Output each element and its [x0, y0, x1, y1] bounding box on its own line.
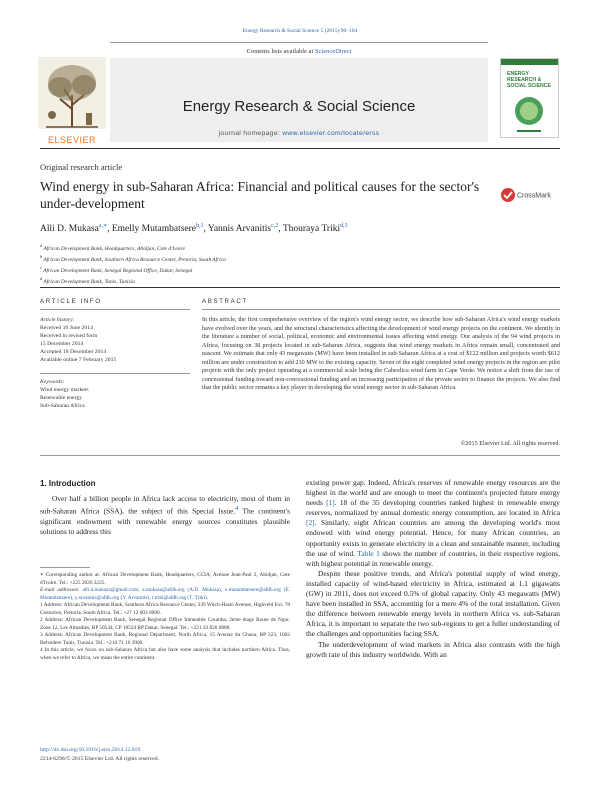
article-type: Original research article: [40, 162, 123, 172]
author-name[interactable]: Alli D. Mukasa: [40, 224, 99, 235]
author-separator: ,: [203, 224, 208, 235]
affiliation-text: African Development Bank, Tunis, Tunisia: [43, 279, 135, 286]
history-entry: 15 December 2014: [40, 341, 84, 347]
table-link[interactable]: Table 1: [357, 548, 380, 558]
cover-title-line-3: SOCIAL SCIENCE: [507, 83, 552, 89]
emails-label: E-mail addresses:: [40, 587, 83, 594]
article-info-rule: [40, 309, 190, 310]
journal-title: Energy Research & Social Science: [182, 98, 416, 115]
author-list: [40, 222, 560, 234]
issn-copyright: 2214-6296/© 2015 Elsevier Ltd. All rights reserved.: [40, 756, 159, 762]
footnote-ref[interactable]: 4: [235, 506, 239, 513]
affiliation-text: African Development Bank, Headquarters, Abidjan, Cote d'Ivoire: [43, 245, 185, 252]
affiliation-mark: a: [40, 243, 43, 248]
author-name[interactable]: Yannis Arvanitis: [207, 224, 272, 235]
keywords-label: Keywords:: [40, 379, 65, 385]
footnote: 1 Address: African Development Bank, Southern Africa Resource Center, 339 Witch-Hazel Avenue, Highveld Ext. 78 Centurion, Pretoria, South Africa. Tel.: +27 12 003 6900.: [40, 602, 290, 616]
journal-homepage: [110, 130, 488, 137]
homepage-link[interactable]: www.elsevier.com/locate/erss: [282, 130, 380, 137]
abstract-rule: [202, 309, 560, 310]
affiliation-mark: b: [40, 254, 43, 260]
abstract-bottom-rule: [40, 455, 560, 456]
author-name[interactable]: Emelly Mutambatsere: [111, 224, 196, 235]
author-name[interactable]: Thouraya Triki: [282, 224, 341, 235]
header-bottom-rule: [40, 287, 560, 288]
crossmark-icon: [501, 188, 515, 202]
keyword: Wind energy markets: [40, 387, 89, 393]
body-right-column: [306, 478, 560, 660]
citation-link[interactable]: [1]: [326, 498, 335, 508]
author-separator: ,: [278, 224, 283, 235]
footnote: 2 Address: African Development Bank, Senegal Regional Office Immeuble Coumba, 2eme étage Route de Ngor, Zone 12, Les Almadies, BP 50544, CP 18524 RP Dakar, Senegal. Tel.: +221 33 820 0888.: [40, 617, 290, 631]
body-left-column: [40, 494, 290, 537]
abstract-heading: ABSTRACT: [202, 298, 248, 305]
author-affiliation-mark[interactable]: a,∗: [98, 223, 108, 229]
keyword: Sub-Saharan Africa: [40, 403, 85, 409]
affiliation: [40, 242, 540, 253]
journal-cover[interactable]: [500, 58, 559, 138]
citation-link[interactable]: [2]: [306, 518, 315, 528]
body-text: The continent's significant endowment with renewable energy sources constitutes plausible solutions to address this: [40, 506, 290, 536]
history-entry: Received 16 June 2014: [40, 325, 93, 331]
abstract-copyright: ©2015 Elsevier Ltd. All rights reserved.: [460, 440, 560, 447]
body-text: . Similarly, eight African countries are among the developing world's most endowed with wind energy potential. Hence, for many African countries, an opportunity exists to generate electricity in a clean and sustainable manner, including the use of wind.: [306, 518, 560, 558]
author-affiliation-mark[interactable]: c,2: [271, 223, 279, 229]
keywords: [40, 378, 190, 410]
footnote: 3 Address: African Development Bank, Regional Department, North Africa, 15 Avenue du Ghana, BP 323, 1002 Belvedere Tunis, Tunisia. Tel.: +216 71 10 3900.: [40, 632, 290, 646]
banner-top-rule: [110, 42, 488, 43]
body-text: Over half a billion people in Africa lack access to electricity, most of them in sub-Saharan Africa (SSA), the subject of this Special Issue.: [40, 494, 290, 516]
body-paragraph: The underdevelopment of wind markets in Africa also contrasts with the high growth rate of this industry worldwide. With an: [306, 639, 560, 659]
affiliation-mark: d: [40, 276, 43, 282]
footnote-separator: [40, 567, 90, 568]
email-links[interactable]: alli.d.mukasa@gmail.com, a.mukasa@afdb.org (A.D. Mukasa), e.mutambatsere@afdb.org (E. Mutambatsere), y.arvanitis@afdb.org (Y. Arvanitis), t.triki@afdb.org (T. Triki).: [40, 587, 291, 601]
keywords-rule: [40, 373, 190, 374]
affiliation-text: African Development Bank, Southern Africa Resource Center, Pretoria, South Africa: [43, 256, 226, 263]
body-text: shows the number of countries, in their respective regions, with highest potential in renewable energy.: [306, 548, 560, 568]
body-text: existing power gap. Indeed, Africa's reserves of renewable energy resources are the highest in the world and are enough to meet the continent's projected future energy needs: [306, 478, 560, 508]
history-entry: Received in revised form: [40, 333, 98, 339]
body-paragraph: [40, 494, 290, 537]
crossmark-label: CrossMark: [517, 192, 551, 200]
elsevier-wordmark: ELSEVIER: [47, 135, 97, 145]
body-paragraph: Despite these positive trends, and Africa's potential supply of wind energy, installed capacity of wind-based electricity in Africa, estimated at 1.1 gigawatts (GW) in 2011, does not exceed 0.5% of global capacity. Only 43 megawatts (MW) have been installed in SSA, accounting for a mere 4% of the total installation. Given the difference between renewable energy levels in northern Africa vs. sub-Saharan Africa, it is important to separate the two sub-regions to get a fuller understanding of the challenges and opportunities facing SSA.: [306, 568, 560, 639]
introduction-heading: 1. Introduction: [40, 479, 96, 488]
article-history: [40, 316, 190, 364]
affiliation-text: African Development Bank, Senegal Regional Office, Dakar, Senegal: [43, 267, 193, 274]
footnote-emails: [40, 587, 290, 602]
sciencedirect-link[interactable]: ScienceDirect: [314, 48, 352, 55]
history-label: Article history:: [40, 317, 75, 323]
footnotes: [40, 572, 290, 663]
abstract-text: In this article, the first comprehensive overview of the region's wind energy sector, we describe how sub-Saharan Africa's wind energy markets have evolved over the years, and the structural characteristics affecting the development of wind energy projects on the continent. We identify in the literature a number of social, political, economic and environmental issues affecting wind energy. Our analysis of the 94 wind projects in Africa, focusing on 38 projects located in sub-Saharan Africa, suggests that wind energy markets in Africa remain small, concentrated and nascent. We estimate that only 43 megawatts (MW) have been installed in sub-Saharan Africa at a cost of $122 million and projects worth $612 million are under construction to add 230 MW to the existing capacity. Seven of the eight completed wind energy projects in the region are pilot projects with the only project operating at a commercial scale being the Cabeolica wind farm in Cape Verde. We notice a shift from the use of concessional funding toward non-concessional funding and an increasing participation of the private sector to finance the projects. We also find that the public sector remains a key player in developing the wind energy sector in sub-Saharan Africa.: [202, 316, 560, 392]
banner-bottom-rule: [40, 148, 560, 149]
elsevier-tree-logo: [38, 57, 106, 129]
journal-cover-image: [501, 59, 558, 137]
contents-prefix: Contents lists available at: [246, 48, 315, 55]
affiliation: [40, 253, 540, 264]
history-entry: Available online 7 February 2015: [40, 357, 117, 363]
affiliation-mark: c: [40, 265, 42, 271]
homepage-label: journal homepage:: [218, 130, 283, 137]
body-text: . 18 of the 35 developing countries ranked highest in renewable energy reserves, normalized by annual domestic energy consumption, are located in Africa: [306, 498, 560, 518]
author-affiliation-mark[interactable]: b,1: [196, 223, 204, 229]
footnote-corresponding: ∗ Corresponding author at: African Development Bank, Headquarters, CCIA, Avenue Jean-Paul 2, Abidjan, Cote d'Ivoire. Tel.: +225 2026 3225.: [40, 572, 290, 586]
contents-line: [110, 48, 488, 55]
footnote: 4 In this article, we focus on sub-Saharan Africa but also have some analysis that includes northern Africa. Thus, when we refer to Africa, we mean the entire continent.: [40, 647, 290, 662]
affiliation-list: [40, 242, 540, 286]
article-title: Wind energy in sub-Saharan Africa: Financial and political causes for the sector's under-development: [40, 179, 480, 211]
author-affiliation-mark[interactable]: d,3: [340, 223, 348, 229]
author-separator: ,: [107, 224, 112, 235]
cover-title-line-2: RESEARCH &: [507, 77, 542, 83]
crossmark-badge[interactable]: [500, 186, 555, 204]
article-info-heading: ARTICLE INFO: [40, 298, 102, 305]
keyword: Renewable energy: [40, 395, 83, 401]
journal-reference[interactable]: Energy Research & Social Science 5 (2015) 90–104: [242, 28, 358, 34]
history-entry: Accepted 18 December 2014: [40, 349, 107, 355]
doi-link[interactable]: http://dx.doi.org/10.1016/j.erss.2014.12.019: [40, 747, 141, 753]
affiliation: [40, 264, 540, 275]
body-paragraph: [306, 478, 560, 569]
affiliation: [40, 275, 540, 286]
cover-title-line-1: ENERGY: [507, 71, 529, 77]
